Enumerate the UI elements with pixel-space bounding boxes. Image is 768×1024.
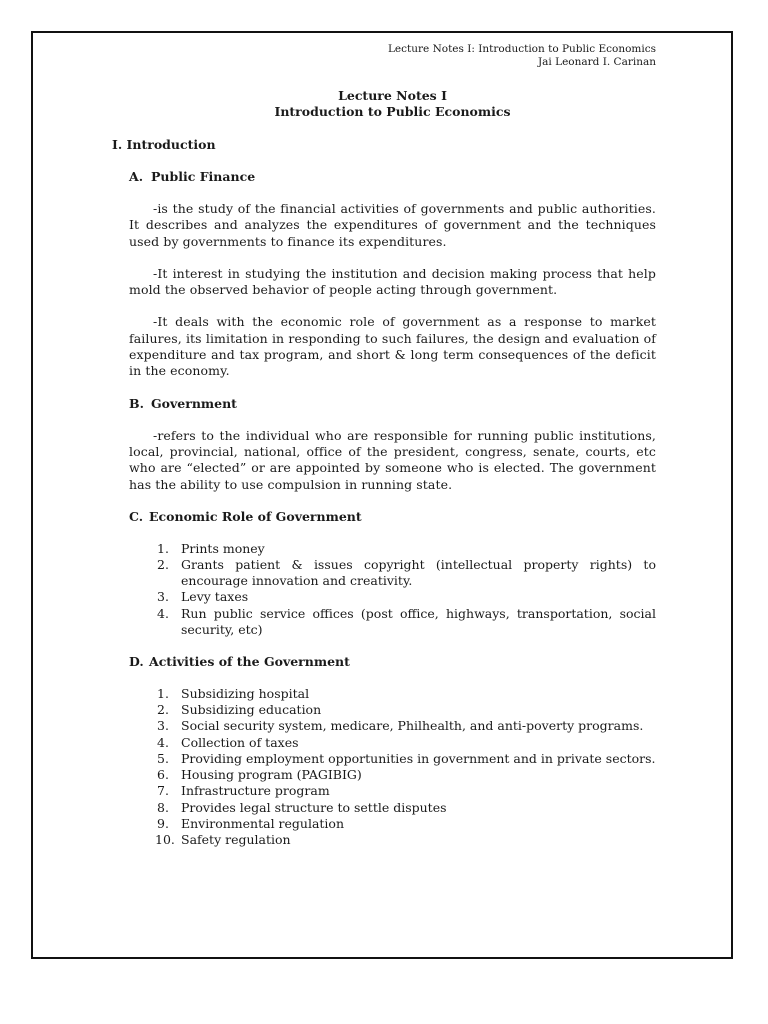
list-number: 10. bbox=[155, 831, 175, 847]
subheading-economic-role bbox=[129, 509, 656, 525]
list-number: 3. bbox=[157, 718, 169, 734]
paragraph: -It interest in studying the institution and decision making process that help mold the observed behavior of people acting through government. bbox=[129, 265, 656, 298]
subheading-letter: A. bbox=[129, 169, 144, 184]
list-text: Infrastructure program bbox=[181, 783, 330, 799]
document-title bbox=[129, 88, 656, 120]
list-number: 4. bbox=[157, 605, 169, 621]
subheading-letter: C. bbox=[129, 508, 144, 524]
list-text: Safety regulation bbox=[181, 831, 291, 847]
list-text: Grants patient & issues copyright (intellectual property rights) to encourage innovation and creativity. bbox=[181, 557, 656, 589]
list-item bbox=[129, 606, 656, 638]
list-item bbox=[129, 541, 656, 557]
list-item bbox=[129, 783, 656, 799]
document-body bbox=[112, 43, 656, 848]
subheading-label: Government bbox=[151, 395, 237, 411]
title-line-2: Introduction to Public Economics bbox=[274, 104, 511, 119]
activities-list bbox=[129, 686, 656, 848]
economic-role-list bbox=[129, 541, 656, 638]
paragraph: -is the study of the financial activities of governments and public authorities. It describes and analyzes the expenditures of government and the techniques used by governments to finance its expenditures. bbox=[129, 201, 656, 249]
paragraph: -It deals with the economic role of government as a response to market failures, its limitation in responding to such failures, the design and evaluation of expenditure and tax program, and short & long term consequences of the deficit in the economy. bbox=[129, 314, 656, 379]
subheading-letter: D. bbox=[129, 654, 144, 670]
list-number: 6. bbox=[157, 767, 169, 783]
list-text: Provides legal structure to settle disputes bbox=[181, 799, 447, 815]
list-number: 1. bbox=[157, 686, 169, 702]
list-item bbox=[129, 735, 656, 751]
list-text: Levy taxes bbox=[181, 589, 249, 605]
list-item bbox=[129, 767, 656, 783]
list-number: 3. bbox=[157, 589, 169, 605]
subheading-label: Economic Role of Government bbox=[149, 508, 362, 524]
running-header bbox=[129, 43, 656, 69]
subheading-public-finance bbox=[129, 169, 656, 185]
list-text: Run public service offices (post office, highways, transportation, social security, etc) bbox=[181, 605, 656, 637]
list-number: 9. bbox=[157, 815, 169, 831]
list-text: Subsidizing education bbox=[181, 702, 322, 718]
subheading-letter: B. bbox=[129, 395, 144, 411]
subheading-label: Public Finance bbox=[151, 169, 256, 184]
paragraph: -refers to the individual who are responsible for running public institutions, local, provincial, national, office of the president, congress, senate, courts, etc who are “elected” or are appointed by someone who is elected. The government has the ability to use compulsion in running state. bbox=[129, 427, 656, 492]
list-item bbox=[129, 702, 656, 718]
list-item bbox=[129, 589, 656, 605]
list-text: Social security system, medicare, Philhealth, and anti-poverty programs. bbox=[181, 718, 644, 734]
list-text: Housing program (PAGIBIG) bbox=[181, 767, 362, 783]
list-item bbox=[129, 751, 656, 767]
list-text: Providing employment opportunities in government and in private sectors. bbox=[181, 750, 656, 766]
list-text: Collection of taxes bbox=[181, 734, 299, 750]
list-item bbox=[129, 718, 656, 734]
list-text: Subsidizing hospital bbox=[181, 686, 310, 702]
list-item bbox=[129, 800, 656, 816]
list-number: 2. bbox=[157, 702, 169, 718]
list-number: 8. bbox=[157, 799, 169, 815]
list-number: 5. bbox=[157, 750, 169, 766]
list-item bbox=[129, 816, 656, 832]
list-item bbox=[129, 686, 656, 702]
list-number: 7. bbox=[157, 783, 169, 799]
subheading-label: Activities of the Government bbox=[149, 654, 350, 670]
list-text: Environmental regulation bbox=[181, 815, 345, 831]
subheading-activities bbox=[129, 654, 656, 670]
list-item bbox=[129, 832, 656, 848]
list-number: 4. bbox=[157, 734, 169, 750]
section-heading-introduction: I. Introduction bbox=[112, 137, 216, 152]
title-line-1: Lecture Notes I bbox=[338, 88, 447, 103]
list-item bbox=[129, 557, 656, 589]
list-number: 2. bbox=[157, 557, 169, 573]
list-number: 1. bbox=[157, 540, 169, 556]
header-author: Jai Leonard I. Carinan bbox=[537, 56, 656, 68]
subheading-government bbox=[129, 396, 656, 412]
header-course-title: Lecture Notes I: Introduction to Public Economics bbox=[387, 43, 656, 55]
list-text: Prints money bbox=[181, 540, 265, 556]
